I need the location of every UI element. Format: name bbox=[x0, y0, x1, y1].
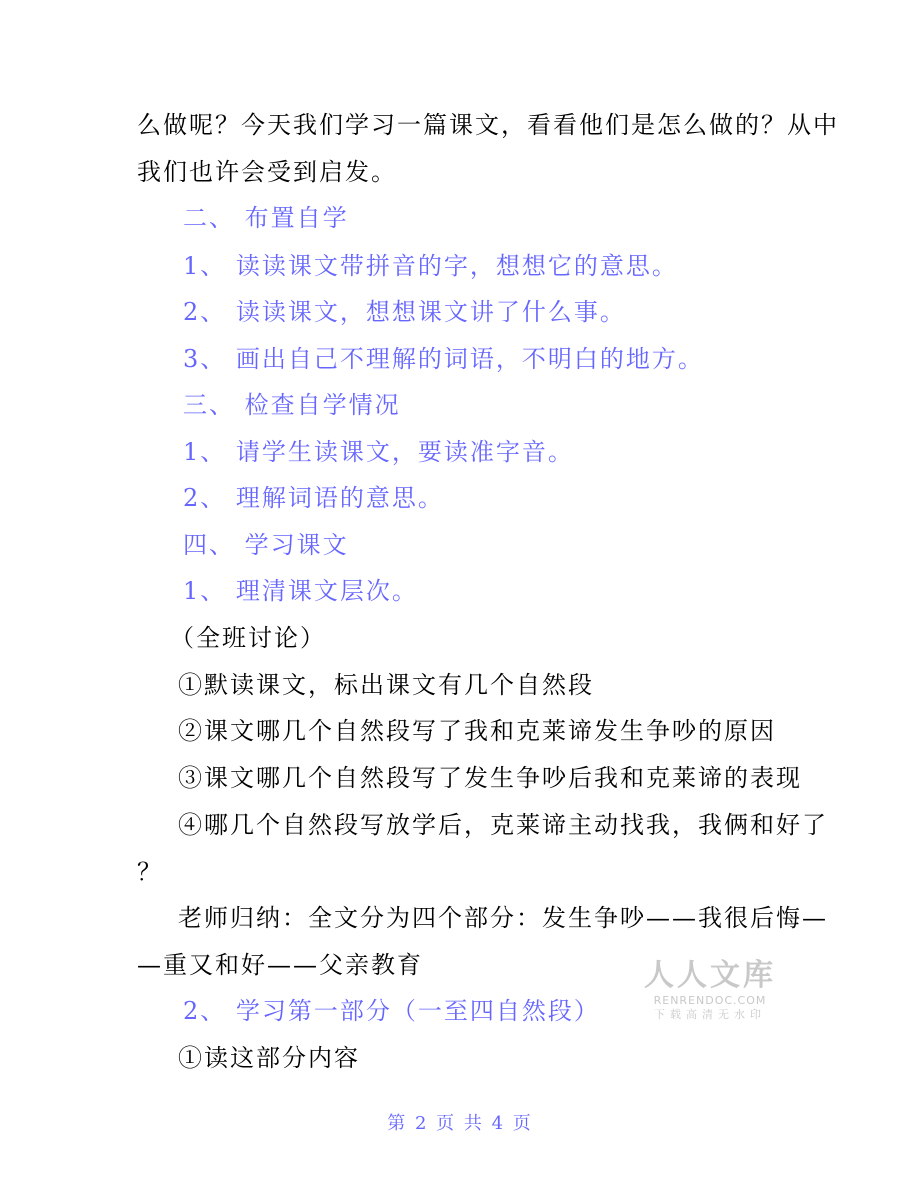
watermark-url: RENRENDOC.COM bbox=[653, 994, 767, 1007]
list-item: 2、 读读课文，想想课文讲了什么事。 bbox=[183, 298, 626, 326]
paragraph-line: 么做呢？今天我们学习一篇课文，看看他们是怎么做的？从中 bbox=[137, 111, 839, 139]
paragraph-line: ③课文哪几个自然段写了发生争吵后我和克莱谛的表现 bbox=[178, 764, 802, 792]
watermark-logo bbox=[640, 958, 780, 1022]
watermark-subtitle: 下载高清无水印 bbox=[654, 1008, 766, 1021]
section-heading: 三、 检查自学情况 bbox=[183, 391, 401, 419]
list-item: 1、 理清课文层次。 bbox=[183, 577, 418, 605]
paragraph-line: ？ bbox=[137, 858, 163, 886]
watermark-title: 人人文库 bbox=[644, 958, 776, 993]
section-heading: 四、 学习课文 bbox=[183, 531, 349, 559]
page-number-footer: 第 2 页 共 4 页 bbox=[387, 1113, 533, 1134]
paragraph-line: ①默读课文，标出课文有几个自然段 bbox=[178, 671, 594, 699]
paragraph-line: 老师归纳：全文分为四个部分：发生争吵——我很后悔— bbox=[178, 904, 828, 932]
paragraph-line: —重又和好——父亲教育 bbox=[137, 951, 423, 979]
list-item: 2、 理解词语的意思。 bbox=[183, 484, 444, 512]
paragraph-line: ②课文哪几个自然段写了我和克莱谛发生争吵的原因 bbox=[178, 717, 776, 745]
paragraph-line: ④哪几个自然段写放学后，克莱谛主动找我，我俩和好了 bbox=[178, 811, 828, 839]
paragraph-line: ①读这部分内容 bbox=[178, 1044, 360, 1072]
list-item: 1、 请学生读课文，要读准字音。 bbox=[183, 438, 574, 466]
list-item: 2、 学习第一部分（一至四自然段） bbox=[183, 997, 600, 1025]
section-heading: 二、 布置自学 bbox=[183, 204, 349, 232]
paragraph-line: 我们也许会受到启发。 bbox=[137, 158, 397, 186]
list-item: 3、 画出自己不理解的词语，不明白的地方。 bbox=[183, 345, 704, 373]
paragraph-line: （全班讨论） bbox=[170, 624, 326, 652]
list-item: 1、 读读课文带拼音的字，想想它的意思。 bbox=[183, 252, 678, 280]
